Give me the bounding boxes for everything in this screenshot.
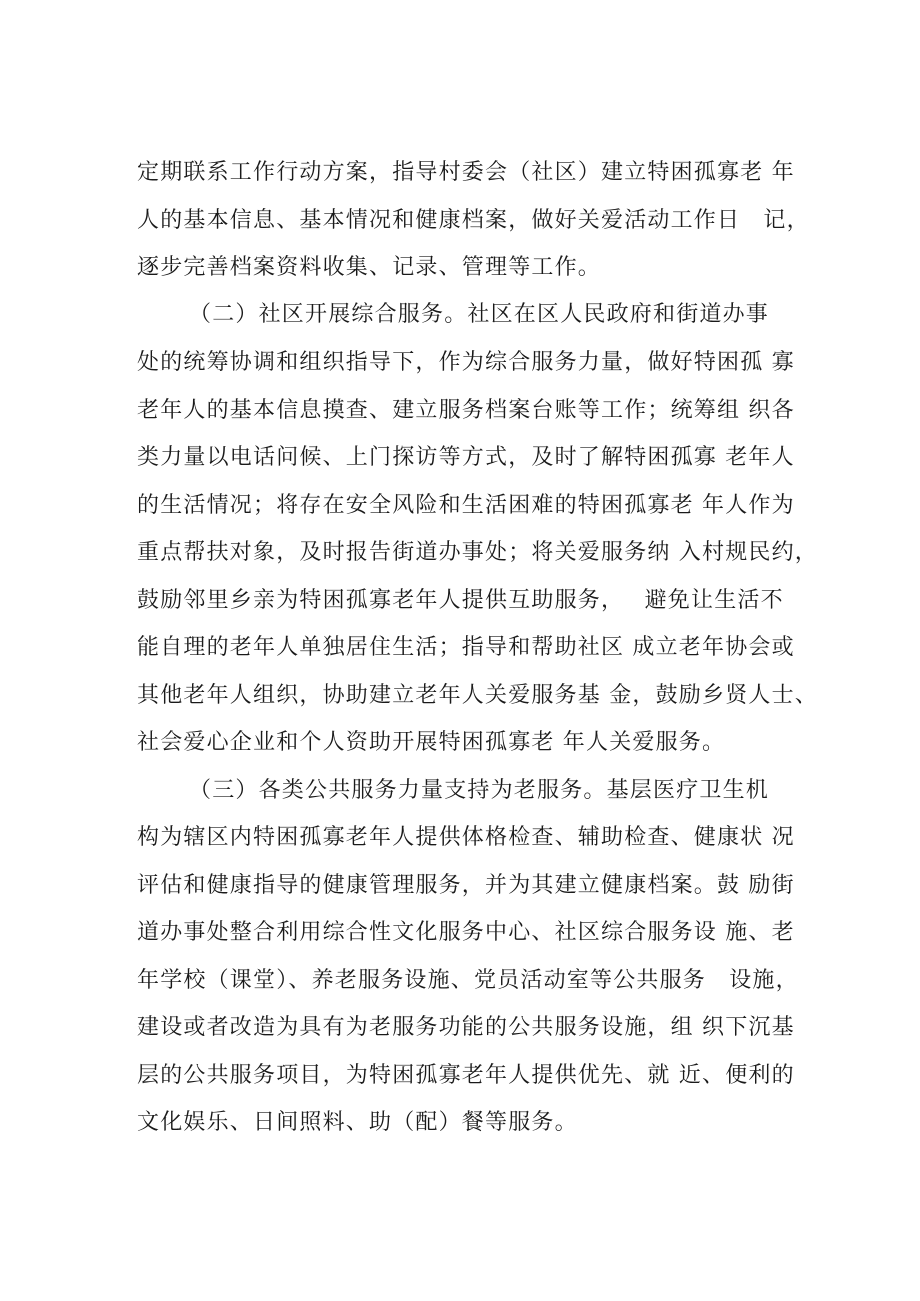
text-line: 年学校（课堂）、养老服务设施、党员活动室等公共服务 设施，	[137, 968, 799, 993]
text-line: 文化娱乐、日间照料、助（配）餐等服务。	[137, 1110, 578, 1135]
text-line: 定期联系工作行动方案，指导村委会（社区）建立特困孤寡老 年	[137, 160, 795, 185]
text-line: 人的基本信息、基本情况和健康档案，做好关爱活动工作日 记，	[137, 208, 810, 233]
text-line: 处的统筹协调和组织指导下，作为综合服务力量，做好特困孤 寡	[137, 350, 795, 375]
text-line: 老年人的基本信息摸查、建立服务档案台账等工作；统筹组 织各	[137, 398, 795, 423]
text-line: 逐步完善档案资料收集、记录、管理等工作。	[137, 255, 602, 280]
text-line: 的生活情况；将存在安全风险和生活困难的特困孤寡老 年人作为	[137, 493, 795, 518]
text-line: 类力量以电话问候、上门探访等方式，及时了解特困孤寡 老年人	[137, 445, 795, 470]
text-line: 鼓励邻里乡亲为特困孤寡老年人提供互助服务， 避免让生活不	[137, 588, 784, 613]
text-line: 社会爱心企业和个人资助开展特困孤寡老 年人关爱服务。	[137, 730, 726, 755]
text-line: 层的公共服务项目，为特困孤寡老年人提供优先、就 近、便利的	[137, 1063, 795, 1088]
paragraph-heading-2: （二）社区开展综合服务。社区在区人民政府和街道办事	[189, 302, 770, 327]
text-line: 其他老年人组织，协助建立老年人关爱服务基 金，鼓励乡贤人士、	[137, 683, 818, 708]
text-line: 建设或者改造为具有为老服务功能的公共服务设施，组 织下沉基	[137, 1015, 795, 1040]
text-line: 评估和健康指导的健康管理服务，并为其建立健康档案。鼓 励街	[137, 873, 795, 898]
text-line: 能自理的老年人单独居住生活；指导和帮助社区 成立老年协会或	[137, 635, 795, 660]
text-line: 构为辖区内特困孤寡老年人提供体格检查、辅助检查、健康状 况	[137, 825, 795, 850]
text-line: 道办事处整合利用综合性文化服务中心、社区综合服务设 施、老	[137, 920, 795, 945]
text-line: 重点帮扶对象，及时报告街道办事处；将关爱服务纳 入村规民约，	[137, 540, 818, 565]
paragraph-heading-3: （三）各类公共服务力量支持为老服务。基层医疗卫生机	[189, 778, 770, 803]
